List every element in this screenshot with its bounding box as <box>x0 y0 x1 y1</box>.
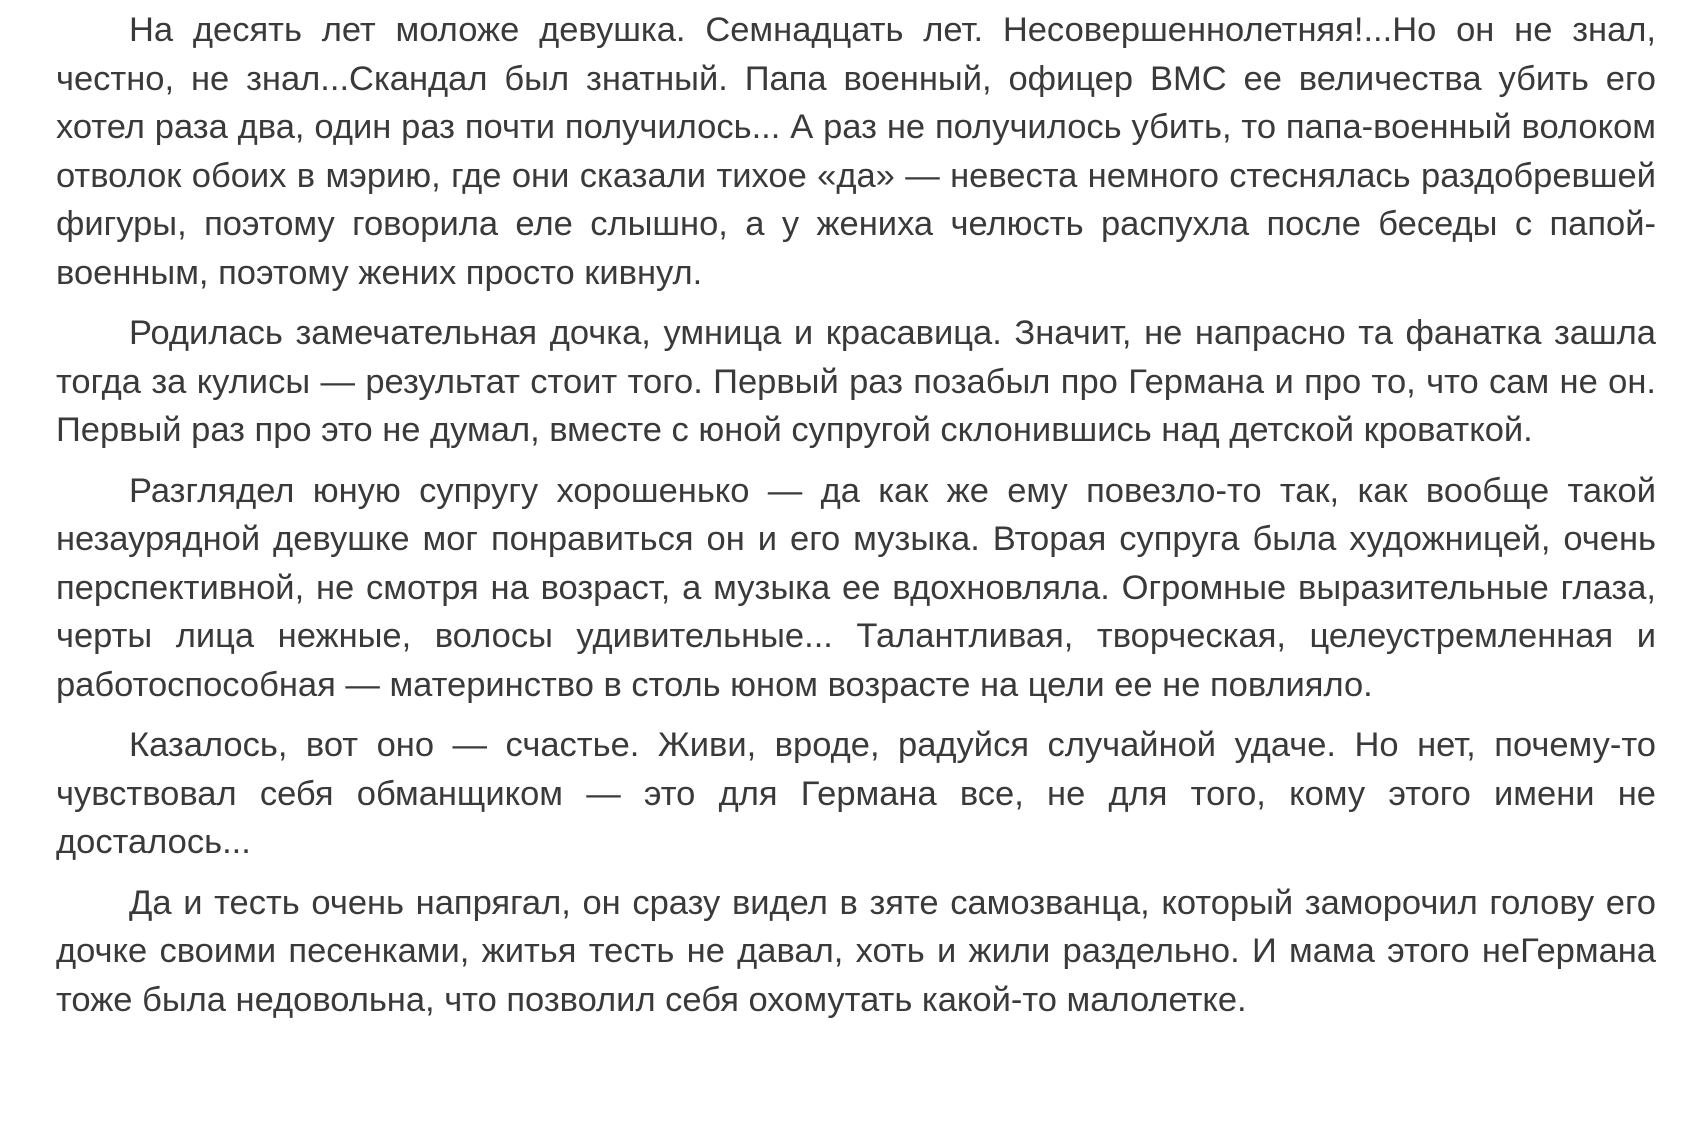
paragraph: На десять лет моложе девушка. Семнадцать лет. Несовершеннолетняя!...Но он не знал, честно, не знал...Скандал был знатный. Папа военный, офицер ВМС ее величества убить его хотел раза два, один раз почти получилось... А раз не получилось убить, то папа-военный волоком отволок обоих в мэрию, где они сказали тихое «да» — невеста немного стеснялась раздобревшей фигуры, поэтому говорила еле слышно, а у жениха челюсть распухла после беседы с папой-военным, поэтому жених просто кивнул. <box>56 11 1656 292</box>
document-page <box>56 6 1656 1024</box>
paragraph: Родилась замечательная дочка, умница и красавица. Значит, не напрасно та фанатка зашла тогда за кулисы — результат стоит того. Первый раз позабыл про Германа и про то, что сам не он. Первый раз про это не думал, вместе с юной супругой склонившись над детской кроваткой. <box>56 314 1656 449</box>
paragraph: Казалось, вот оно — счастье. Живи, вроде, радуйся случайной удаче. Но нет, почему-то чувствовал себя обманщиком — это для Германа все, не для того, кому этого имени не досталось... <box>56 726 1656 861</box>
paragraph: Да и тесть очень напрягал, он сразу видел в зяте самозванца, который заморочил голову его дочке своими песенками, житья тесть не давал, хоть и жили раздельно. И мама этого неГермана тоже была недовольна, что позволил себя охомутать какой-то малолетке. <box>56 883 1656 1019</box>
paragraph: Разглядел юную супругу хорошенько — да как же ему повезло-то так, как вообще такой незаурядной девушке мог понравиться он и его музыка. Вторая супруга была художницей, очень перспективной, не смотря на возраст, а музыка ее вдохновляла. Огромные выразительные глаза, черты лица нежные, волосы удивительные... Талантливая, творческая, целеустремленная и работоспособная — материнство в столь юном возрасте на цели ее не повлияло. <box>56 471 1656 704</box>
